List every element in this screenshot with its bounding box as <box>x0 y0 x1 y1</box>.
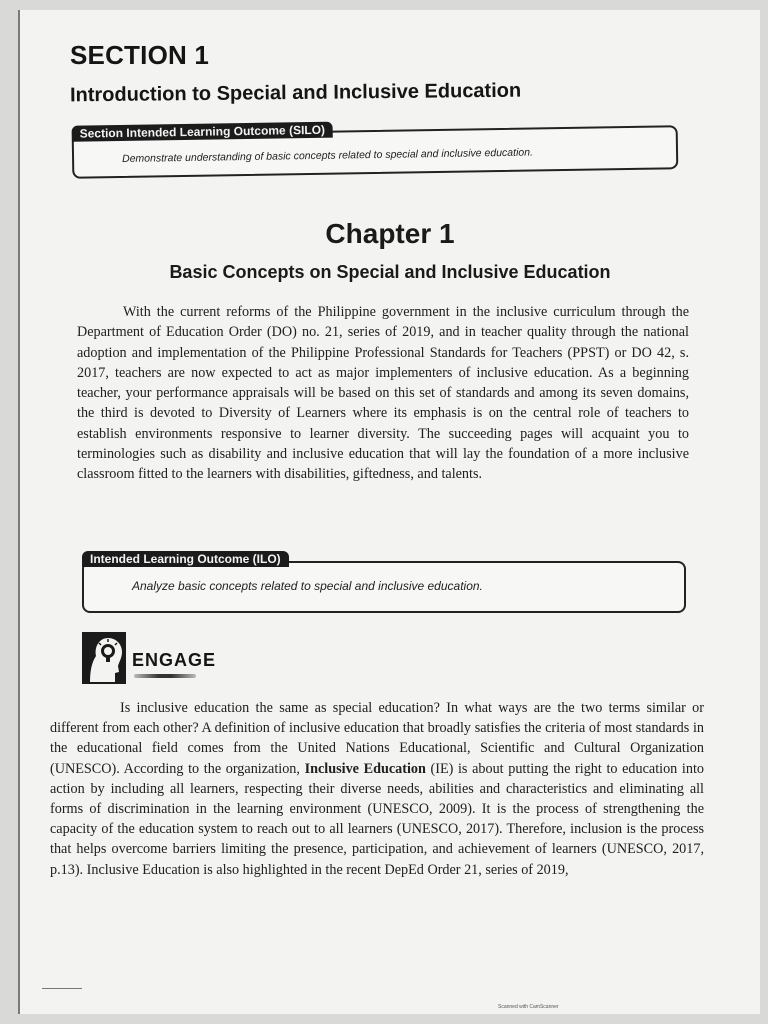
scanner-watermark: Scanned with CamScanner <box>498 1004 559 1010</box>
silo-box <box>72 122 679 179</box>
engage-text-part1: Is inclusive education the same as special education? In what ways are the two terms similar or different from each other? A definition of inclusive education that broadly satisfies the criteria of most standards in the educational field comes from the United Nations Educational, Scientific and Cultural Organization (UNESCO). According to the organization, <box>50 700 704 777</box>
chapter-number: Chapter 1 <box>325 218 455 249</box>
silo-tag: Section Intended Learning Outcome (SILO) <box>72 122 334 142</box>
section-number: SECTION 1 <box>70 40 210 70</box>
inclusive-education-term: Inclusive Education <box>304 760 426 777</box>
chapter-title: Basic Concepts on Special and Inclusive Education <box>169 262 611 282</box>
engage-underline <box>134 674 196 678</box>
margin-mark <box>42 988 82 989</box>
engage-text <box>50 698 704 880</box>
ilo-box <box>82 552 686 613</box>
engage-text-part2: (IE) is about putting the right to education into action by including all learners, respecting their diverse needs, abilities and characteristics and eliminating all forms of discrimination in the learning environment (UNESCO, 2009). It is the process of strengthening the capacity of the education system to reach out to all learners (UNESCO, 2017). Therefore, inclusion is the process that helps overcome barriers limiting the presence, participation, and achievement of learners (UNESCO, 2017, p.13). Inclusive Education is also highlighted in the recent DepEd Order 21, series of 2019, <box>50 760 704 878</box>
intro-text: With the current reforms of the Philippine government in the inclusive curriculum through the Department of Education Order (DO) no. 21, series of 2019, and in teacher quality through the national adoption and implementation of the Philippine Professional Standards for Teachers (PPST) or DO 42, s. 2017, teachers are now expected to act as major implementers of inclusive education. As a beginning teacher, your performance appraisals will be based on this set of standards and among its seven domains, the third is devoted to Diversity of Learners where its emphasis is on the central role of teachers to establish environments responsive to learner diversity. The succeeding pages will acquaint you to terminologies such as disability and inclusive education that will lay the foundation of a more inclusive classroom fitted to the learners with disabilities, giftedness, and talents. <box>77 304 689 483</box>
engage-label: ENGAGE <box>132 650 217 670</box>
document-page <box>18 10 760 1014</box>
silo-text: Demonstrate understanding of basic concepts related to special and inclusive education. <box>121 146 534 165</box>
engage-paragraph <box>50 698 704 880</box>
lightbulb-head-icon <box>82 632 126 684</box>
section-title: Introduction to Special and Inclusive Education <box>69 79 522 107</box>
ilo-tag: Intended Learning Outcome (ILO) <box>82 551 289 567</box>
intro-paragraph <box>77 302 689 485</box>
ilo-text: Analyze basic concepts related to special and inclusive education. <box>132 579 483 593</box>
